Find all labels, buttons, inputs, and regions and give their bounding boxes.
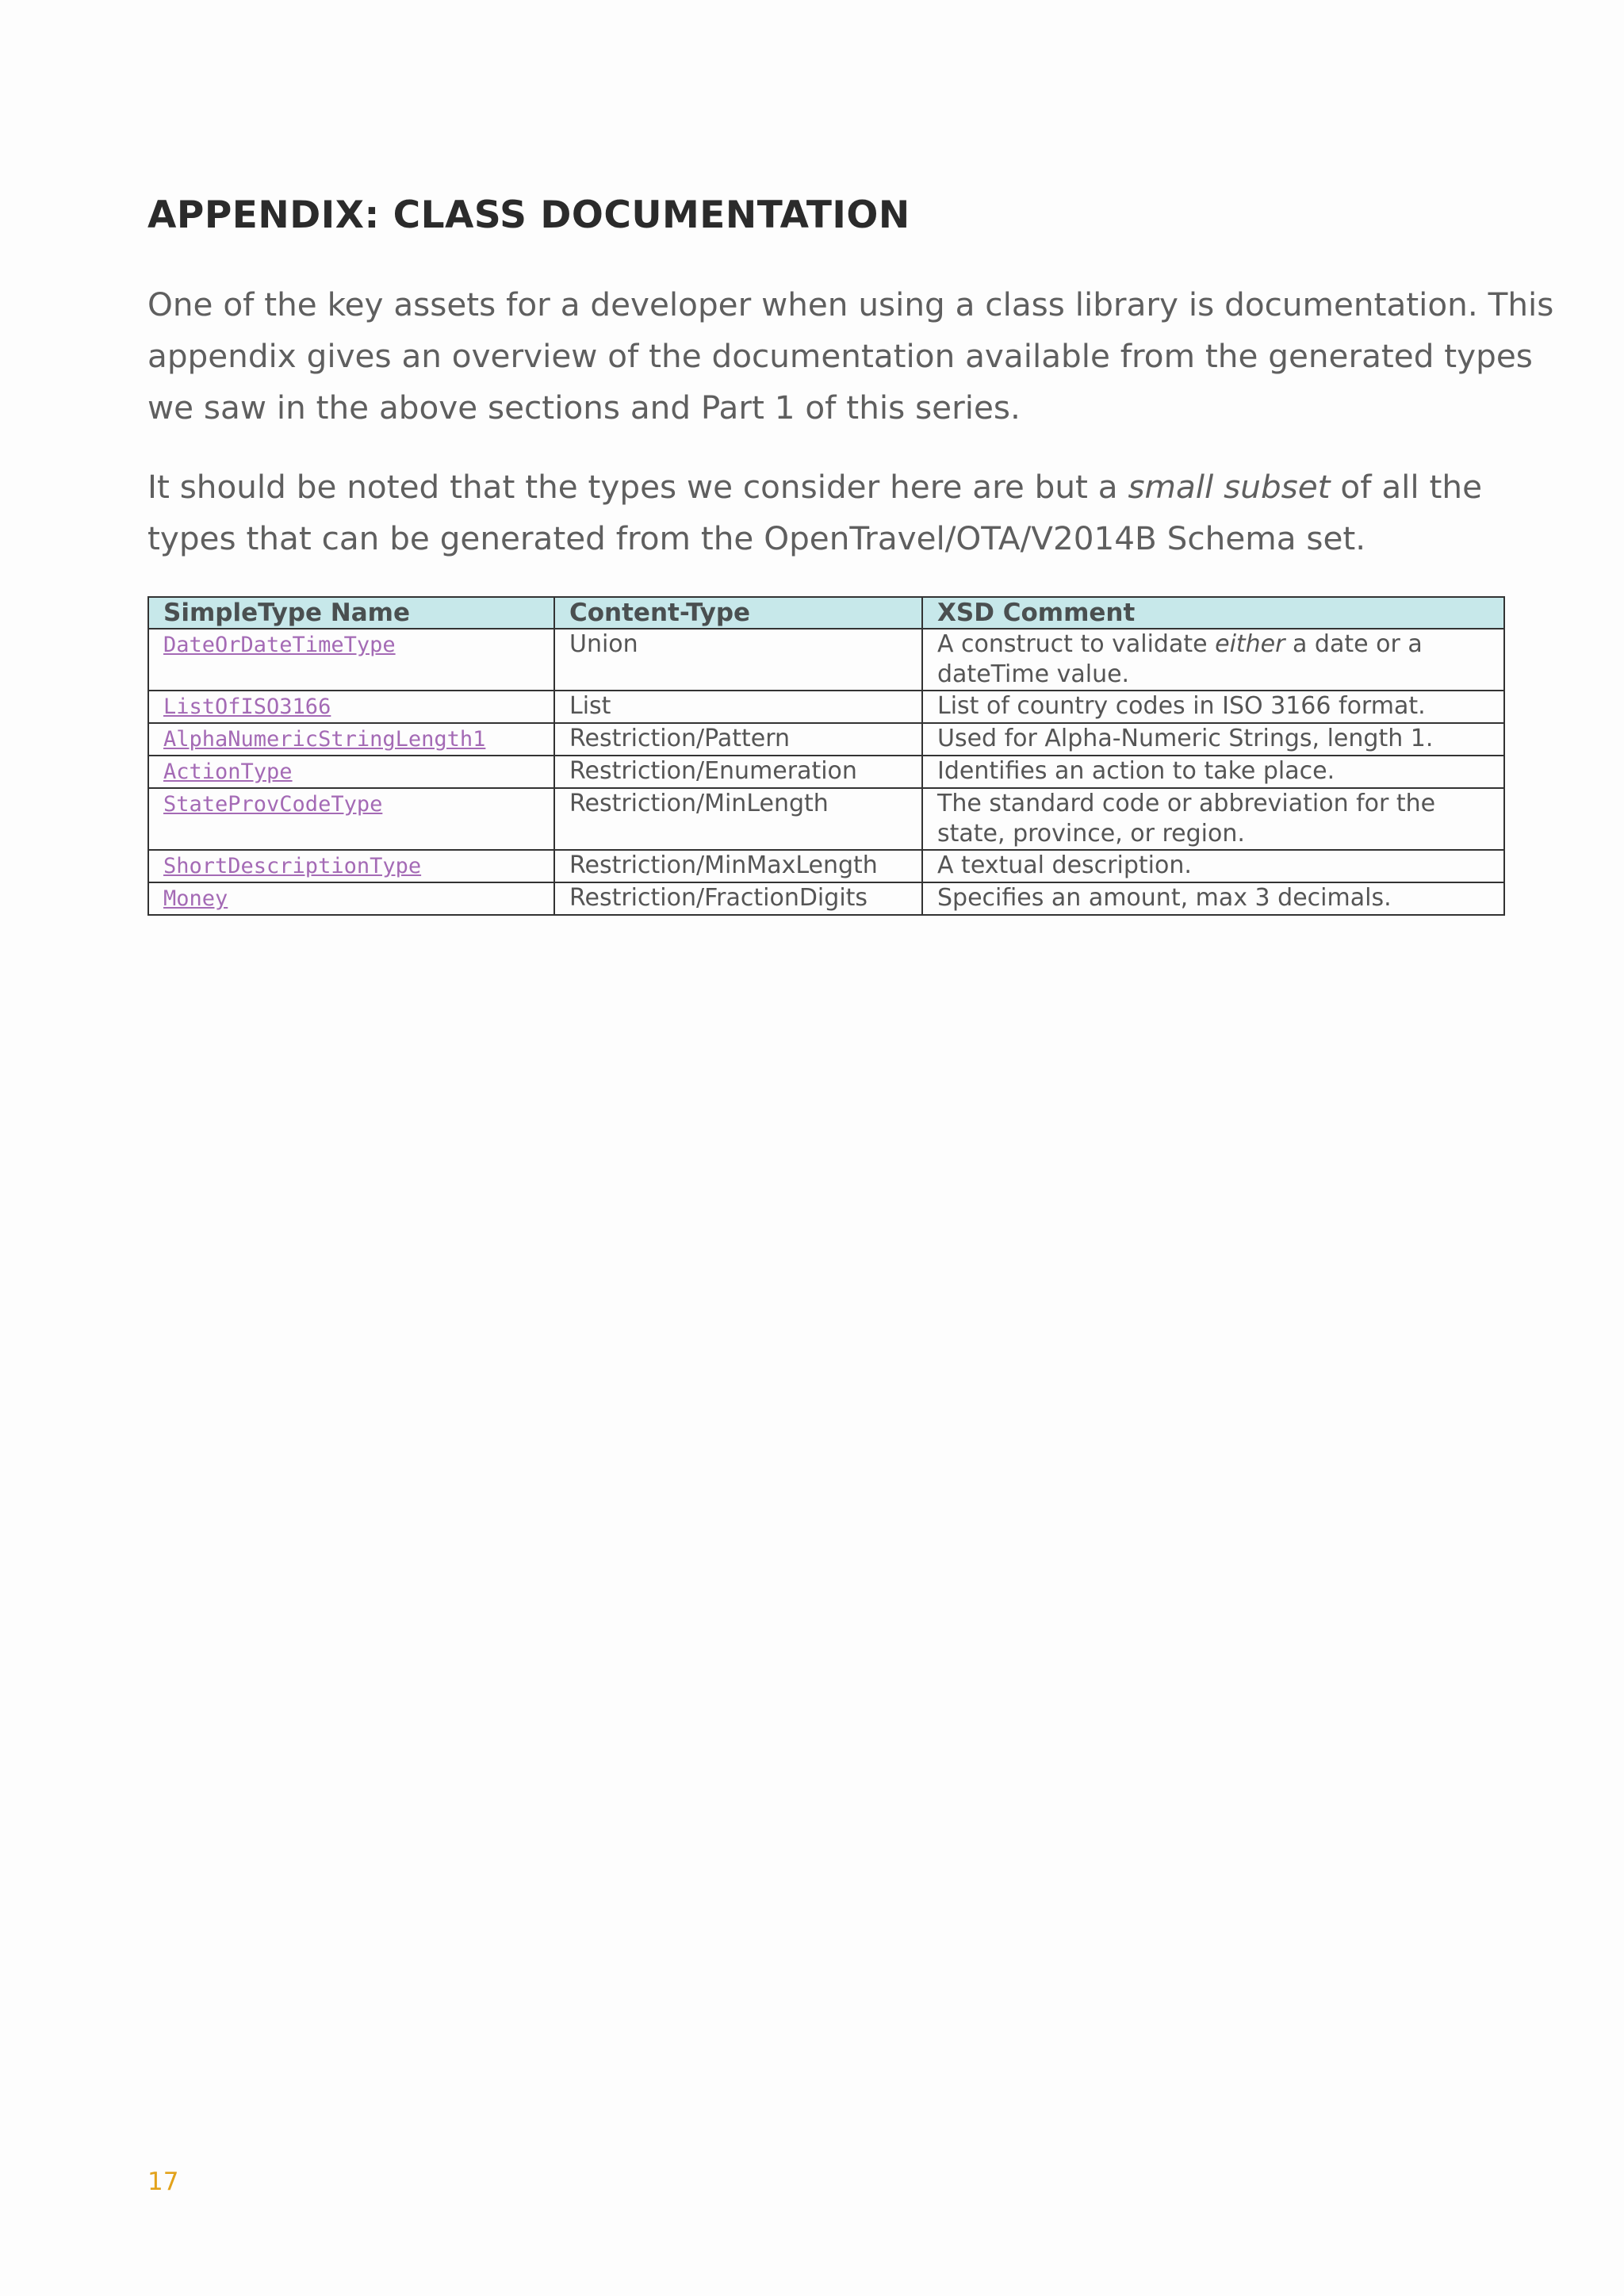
table-header-row <box>148 597 1504 629</box>
table-row <box>148 882 1504 915</box>
comment-cell: List of country codes in ISO 3166 format. <box>922 691 1504 723</box>
content-type-cell: Restriction/MinMaxLength <box>554 850 922 882</box>
type-name-link[interactable]: DateOrDateTimeType <box>163 633 396 657</box>
type-name-link[interactable]: ListOfISO3166 <box>163 695 331 719</box>
content-type-cell: Restriction/Enumeration <box>554 756 922 788</box>
type-name-link[interactable]: AlphaNumericStringLength1 <box>163 727 486 752</box>
comment-cell: The standard code or abbreviation for the state, province, or region. <box>922 788 1504 850</box>
type-name-cell <box>148 850 554 882</box>
table-row <box>148 756 1504 788</box>
comment-text-after: a date or a dateTime value. <box>937 630 1423 688</box>
type-name-link[interactable]: ActionType <box>163 760 293 784</box>
type-name-cell <box>148 691 554 723</box>
header-simpletype-name: SimpleType Name <box>148 597 554 629</box>
table-row <box>148 850 1504 882</box>
type-name-cell <box>148 882 554 915</box>
page-number: 17 <box>147 2168 179 2196</box>
simpletype-table <box>147 596 1505 916</box>
content-type-cell: Restriction/FractionDigits <box>554 882 922 915</box>
type-name-cell <box>148 756 554 788</box>
comment-text-before: A construct to validate <box>937 630 1216 658</box>
note-text-before: It should be noted that the types we consider here are but a <box>147 468 1128 506</box>
note-text-after: of all the types that can be generated from the OpenTravel/OTA/V2014B Schema set. <box>147 468 1483 557</box>
type-name-link[interactable]: StateProvCodeType <box>163 792 383 817</box>
note-paragraph <box>147 461 1575 564</box>
comment-cell <box>922 629 1504 691</box>
type-name-cell <box>148 723 554 756</box>
page-heading: APPENDIX: CLASS DOCUMENTATION <box>147 193 910 237</box>
content-type-cell: Restriction/Pattern <box>554 723 922 756</box>
header-xsd-comment: XSD Comment <box>922 597 1504 629</box>
comment-cell: A textual description. <box>922 850 1504 882</box>
type-name-cell <box>148 629 554 691</box>
type-name-cell <box>148 788 554 850</box>
comment-emphasis: either <box>1215 630 1285 658</box>
table-row <box>148 629 1504 691</box>
note-emphasis: small subset <box>1128 468 1331 506</box>
content-type-cell: Union <box>554 629 922 691</box>
content-type-cell: List <box>554 691 922 723</box>
content-type-cell: Restriction/MinLength <box>554 788 922 850</box>
table-row <box>148 691 1504 723</box>
comment-cell: Identifies an action to take place. <box>922 756 1504 788</box>
intro-paragraph: One of the key assets for a developer when using a class library is documentation. This appendix gives an overview of the documentation available from the generated types we saw in the above sections and Part 1 of this series. <box>147 285 1554 427</box>
type-name-link[interactable]: Money <box>163 886 228 911</box>
comment-cell: Specifies an amount, max 3 decimals. <box>922 882 1504 915</box>
table-row <box>148 788 1504 850</box>
header-content-type: Content-Type <box>554 597 922 629</box>
type-name-link[interactable]: ShortDescriptionType <box>163 854 422 878</box>
comment-cell: Used for Alpha-Numeric Strings, length 1. <box>922 723 1504 756</box>
table-row <box>148 723 1504 756</box>
